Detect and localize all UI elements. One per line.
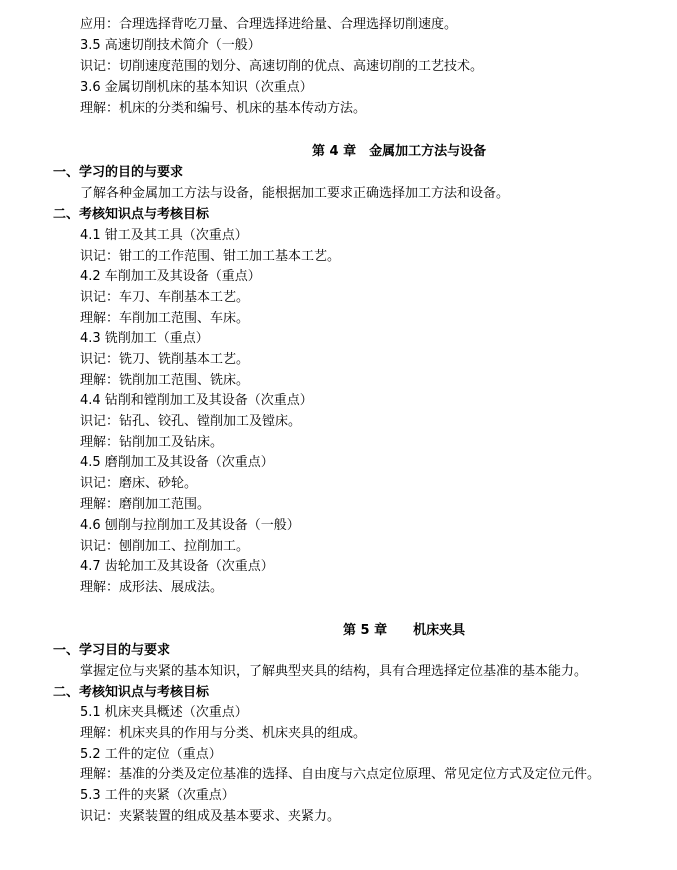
text-line: 识记：钻孔、铰孔、镗削加工及镗床。 xyxy=(80,414,302,429)
section-heading: 4.2 车削加工及其设备（重点） xyxy=(80,269,261,284)
chapter-4-title: 第 4 章 金属加工方法与设备 xyxy=(312,144,487,159)
chapter-4-goal-text: 了解各种金属加工方法与设备，能根据加工要求正确选择加工方法和设备。 xyxy=(80,186,510,201)
chapter-5-goal-text: 掌握定位与夹紧的基本知识，了解典型夹具的结构，具有合理选择定位基准的基本能力。 xyxy=(80,664,588,679)
section-heading: 5.2 工件的定位（重点） xyxy=(80,747,222,762)
section-heading: 4.4 钻削和镗削加工及其设备（次重点） xyxy=(80,393,313,408)
section-heading: 3.6 金属切削机床的基本知识（次重点） xyxy=(80,80,313,95)
text-line: 理解：机床夹具的作用与分类、机床夹具的组成。 xyxy=(80,726,367,741)
text-line: 应用：合理选择背吃刀量、合理选择进给量、合理选择切削速度。 xyxy=(80,17,458,32)
text-line: 理解：铣削加工范围、铣床。 xyxy=(80,373,250,388)
chapter-5-goal-heading: 一、学习目的与要求 xyxy=(53,643,171,658)
text-line: 理解：车削加工范围、车床。 xyxy=(80,311,250,326)
text-line: 识记：磨床、砂轮。 xyxy=(80,476,198,491)
chapter-5-kp-heading: 二、考核知识点与考核目标 xyxy=(53,685,210,700)
text-line: 识记：铣刀、铣削基本工艺。 xyxy=(80,352,250,367)
section-heading: 5.1 机床夹具概述（次重点） xyxy=(80,705,248,720)
text-line: 识记：切削速度范围的划分、高速切削的优点、高速切削的工艺技术。 xyxy=(80,59,484,74)
chapter-5-title: 第 5 章 机床夹具 xyxy=(343,623,466,638)
chapter-4-goal-heading: 一、学习的目的与要求 xyxy=(53,165,184,180)
section-heading: 4.7 齿轮加工及其设备（次重点） xyxy=(80,559,274,574)
section-heading: 4.3 铣削加工（重点） xyxy=(80,331,209,346)
chapter-4-kp-heading: 二、考核知识点与考核目标 xyxy=(53,207,210,222)
section-heading: 4.1 钳工及其工具（次重点） xyxy=(80,228,248,243)
text-line: 理解：基准的分类及定位基准的选择、自由度与六点定位原理、常见定位方式及定位元件。 xyxy=(80,767,601,782)
text-line: 理解：钻削加工及钻床。 xyxy=(80,435,224,450)
text-line: 识记：车刀、车削基本工艺。 xyxy=(80,290,250,305)
text-line: 理解：成形法、展成法。 xyxy=(80,580,224,595)
section-heading: 5.3 工件的夹紧（次重点） xyxy=(80,788,235,803)
text-line: 理解：机床的分类和编号、机床的基本传动方法。 xyxy=(80,101,367,116)
text-line: 理解：磨削加工范围。 xyxy=(80,497,211,512)
section-heading: 3.5 高速切削技术简介（一般） xyxy=(80,38,261,53)
section-heading: 4.5 磨削加工及其设备（次重点） xyxy=(80,455,274,470)
text-line: 识记：钳工的工作范围、钳工加工基本工艺。 xyxy=(80,249,341,264)
section-heading: 4.6 刨削与拉削加工及其设备（一般） xyxy=(80,518,300,533)
text-line: 识记：刨削加工、拉削加工。 xyxy=(80,539,250,554)
text-line: 识记：夹紧装置的组成及基本要求、夹紧力。 xyxy=(80,809,341,824)
